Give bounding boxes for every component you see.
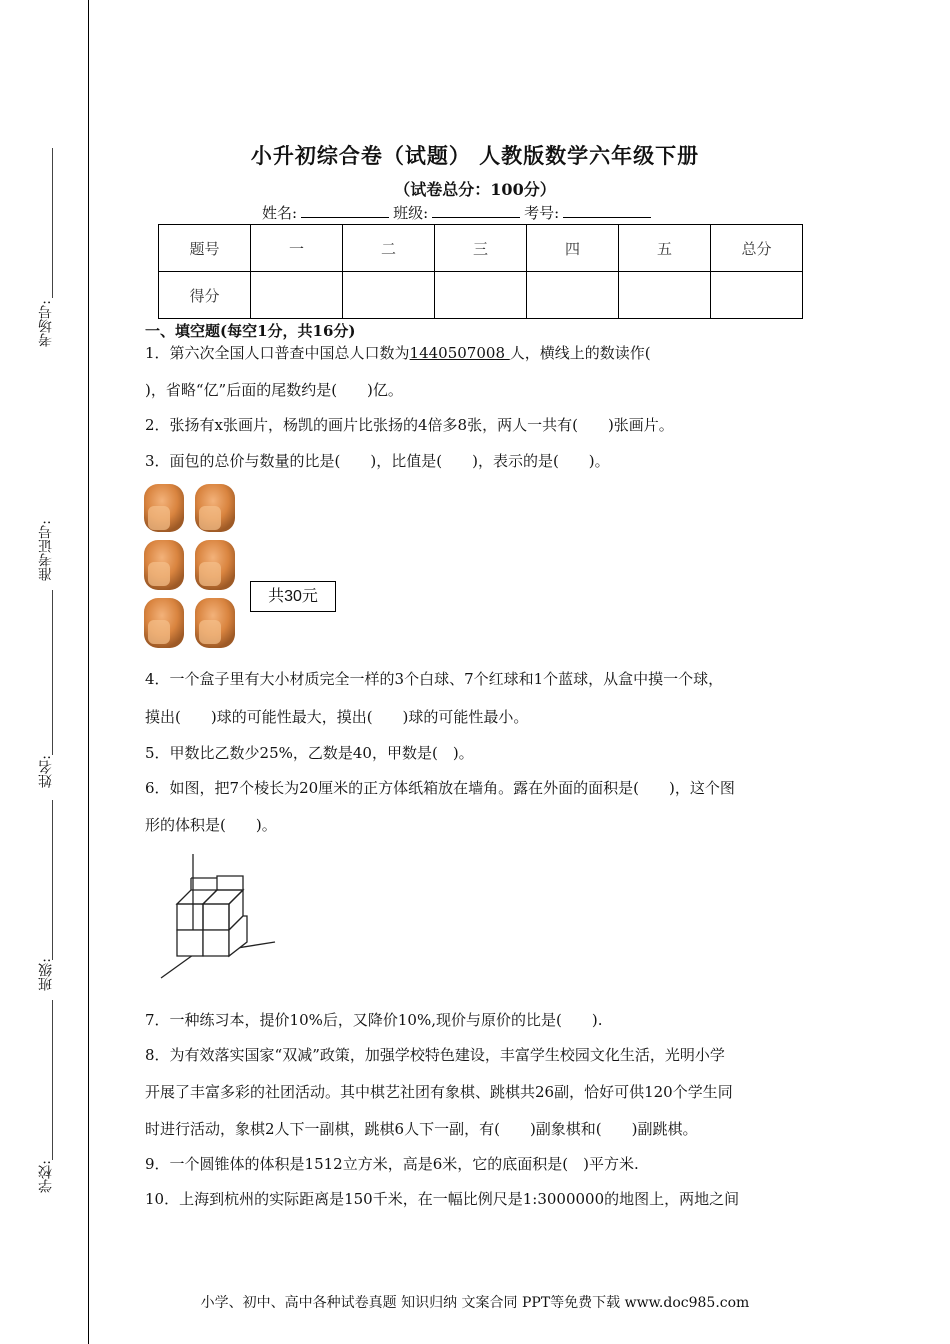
score-cell[interactable] [619,272,711,319]
bread-icon [195,484,235,532]
score-cell[interactable] [435,272,527,319]
score-header-cell: 三 [435,225,527,272]
q1-underlined-number: 1440507008 [409,344,510,362]
q1-text: 1．第六次全国人口普查中国总人口数为 [145,344,410,362]
score-table-score-row [159,272,803,319]
student-info-line [262,202,655,223]
question-6-line-2: 形的体积是( )。 [145,816,277,834]
question-8-line-2: 开展了丰富多彩的社团活动。其中棋艺社团有象棋、跳棋共26副，恰好可供120个学生同 [145,1083,733,1101]
bread-figure [140,478,250,653]
admission-number-label: 准考证号: [38,520,54,581]
class-rule [52,1000,53,1160]
score-cell[interactable] [527,272,619,319]
question-2: 2．张扬有x张画片，杨凯的画片比张扬的4倍多8张，两人一共有( )张画片。 [145,416,674,434]
number-field-label: 考号: [524,204,560,222]
name-field-label: 姓名: [262,204,298,222]
question-4-line-2: 摸出( )球的可能性最大，摸出( )球的可能性最小。 [145,708,529,726]
score-header-cell: 五 [619,225,711,272]
bread-icon [144,598,184,648]
score-header-cell: 四 [527,225,619,272]
admission-rule [52,590,53,755]
question-5: 5．甲数比乙数少25%，乙数是40，甲数是( )。 [145,744,474,762]
score-table-header-row [159,225,803,272]
number-blank[interactable] [563,203,651,218]
question-8-line-1: 8．为有效落实国家“双减”政策，加强学校特色建设，丰富学生校园文化生活，光明小学 [145,1046,725,1064]
student-name-label: 姓名: [38,755,54,788]
score-header-cell: 一 [251,225,343,272]
exam-room-rule [52,148,53,298]
class-field-label: 班级: [393,204,429,222]
question-6-line-1: 6．如图，把7个棱长为20厘米的正方体纸箱放在墙角。露在外面的面积是( )，这个图 [145,779,735,797]
name-blank[interactable] [301,203,389,218]
cube-stack-figure [155,850,285,980]
question-7: 7．一种练习本，提价10%后，又降价10%,现价与原价的比是( ). [145,1011,603,1029]
bread-icon [195,598,235,648]
section-heading: 一、填空题(每空1分，共16分) [145,322,356,340]
question-9: 9．一个圆锥体的体积是1512立方米，高是6米，它的底面积是( )平方米. [145,1155,639,1173]
page-subtitle: （试卷总分：100分） [394,180,556,199]
score-row-label: 得分 [159,272,251,319]
question-8-line-3: 时进行活动，象棋2人下一副棋，跳棋6人下一副，有( )副象棋和( )副跳棋。 [145,1120,698,1138]
binding-line [88,0,89,1344]
bread-icon [195,540,235,590]
question-10-line-1: 10．上海到杭州的实际距离是150千米，在一幅比例尺是1:3000000的地图上，两地之间 [145,1190,740,1208]
score-header-cell: 题号 [159,225,251,272]
question-1-line-2: )，省略“亿”后面的尾数约是( )亿。 [145,381,403,399]
class-blank[interactable] [432,203,520,218]
score-cell[interactable] [711,272,803,319]
name-rule [52,800,53,960]
question-3: 3．面包的总价与数量的比是( )，比值是( )，表示的是( )。 [145,452,610,470]
exam-room-label: 考场号: [38,300,54,347]
page-title: 小升初综合卷（试题） 人教版数学六年级下册 [250,143,700,168]
class-label: 班级: [38,958,54,991]
score-cell[interactable] [343,272,435,319]
bread-icon [144,540,184,590]
score-header-cell: 总分 [711,225,803,272]
school-label: 学校: [38,1160,54,1193]
score-table [158,224,803,319]
bread-icon [144,484,184,532]
score-header-cell: 二 [343,225,435,272]
score-cell[interactable] [251,272,343,319]
question-4-line-1: 4．一个盒子里有大小材质完全一样的3个白球、7个红球和1个蓝球，从盒中摸一个球， [145,670,724,688]
page-footer: 小学、初中、高中各种试卷真题 知识归纳 文案合同 PPT等免费下载 www.doc985.com [200,1295,750,1311]
q1-text-end: 人，横线上的数读作( [509,344,651,362]
total-price-box: 共30元 [250,581,336,612]
question-1-line-1 [145,343,651,363]
